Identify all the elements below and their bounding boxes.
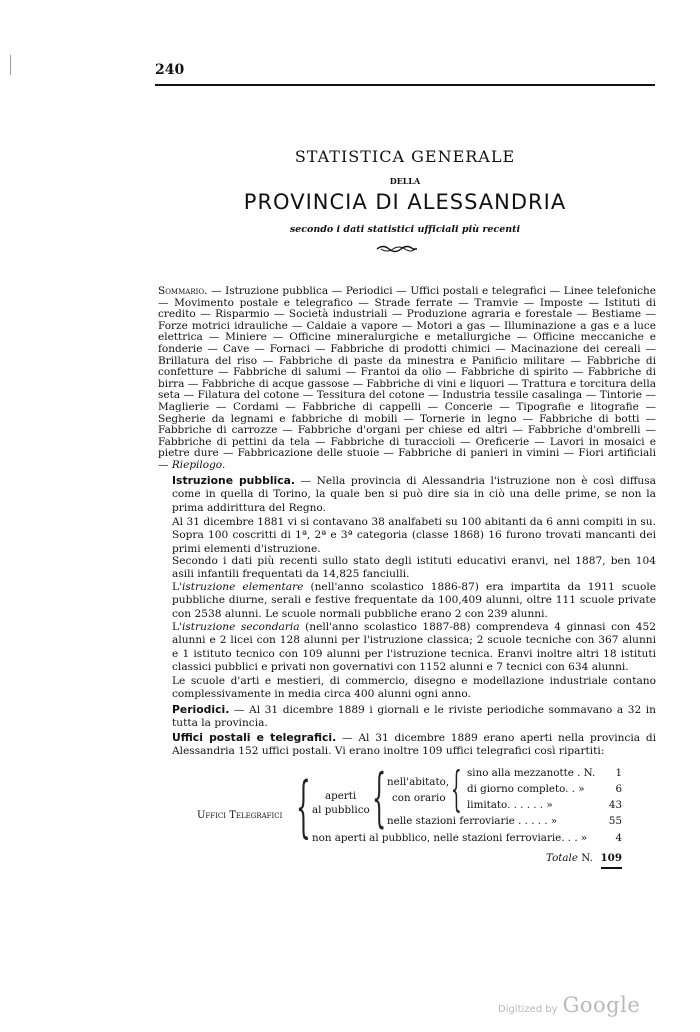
section-heading-uffici: Uffici postali e telegrafici.: [172, 731, 337, 744]
limitato-label: limitato. . . . . . »: [467, 799, 553, 811]
paragraph-lead: L': [172, 581, 182, 593]
page-number: 240: [155, 62, 185, 78]
totale-row: [546, 852, 593, 864]
totale-value: 109: [600, 852, 622, 864]
digitized-watermark: [498, 993, 640, 1017]
paragraph-elementare: [172, 581, 656, 621]
paragraph-asili: [172, 555, 656, 582]
giorno-label: di giorno completo. . »: [467, 783, 585, 795]
summary-text: — Istruzione pubblica — Periodici — Uffici postali e telegrafici — Linee telefoniche — Movimento postale e telegrafico — Strade ferrate — Tramvie — Imposte — Istituti di credito — Risparmio — Società industriali — Produzione agraria e forestale — Bestiame — Forze motrici idrauliche — Caldaie a vapore — Motori a gas — Illuminazione a gas e a luce elettrica — Miniere — Officine mineralurgiche e metallurgiche — Officine meccaniche e fonderie — Cave — Fornaci — Fabbriche di prodotti chimici — Macinazione dei cereali — Brillatura del riso — Fabbriche di paste da minestra e Panificio militare — Fabbriche di confetture — Fabbriche di salumi — Frantoi da olio — Fabbriche di spirito — Fabbriche di birra — Fabbriche di acque gassose — Fabbriche di vini e liquori — Trattura e torcitura della seta — Filatura del cotone — Tessitura del cotone — Industria tessile casalinga — Tintorie — Maglierie — Cordami — Fabbriche di cappelli — Concerie — Tipografie e litografie — Segherie da legnami e fabbriche di mobili — Tornerie in legno — Fabbriche di botti — Fabbriche di carrozze — Fabbriche d'organi per chiese ed altri — Fabbriche d'ombrelli — Fabbriche di pettini da tela — Fabbriche di turaccioli — Oreficerie — Lavori in mosaici e pietre dure — Fabbricazione delle stuoie — Fabbriche di panieri in vimini — Fiori artificiali —: [158, 285, 656, 471]
sino-label: sino alla mezzanotte . N.: [467, 767, 596, 779]
paragraph-text: — Nella provincia di Alessandria l'istruzione non è così diffusa come in quella di Torino, la quale ben si può dire sia in ciò una delle prime, se non la prima addirittura del Regno.: [172, 475, 656, 514]
google-logo: Google: [562, 993, 641, 1017]
table-row-label: Uffici Telegrafici: [197, 810, 283, 821]
section-heading-periodici: Periodici.: [172, 703, 230, 716]
paragraph-text: Secondo i dati più recenti sullo stato degli istituti educativi eranvi, nel 1887, ben 104 asili infantili frequentati da 14,825 fanciulli.: [172, 555, 656, 581]
sino-value: 1: [615, 767, 622, 779]
non-aperti-value: 4: [615, 832, 622, 844]
paragraph-emphasis: istruzione elementare: [181, 581, 304, 593]
title-line-2: DELLA: [389, 176, 421, 186]
paragraph-text: Le scuole d'arti e mestieri, di commercio, disegno e modellazione industriale contano complessivamente in media circa 400 alunni ogni anno.: [172, 675, 656, 701]
stazioni-value: 55: [608, 815, 622, 827]
paragraph-text: (nell'anno scolastico 1886-87) era impartita da 1911 scuole pubbliche diurne, serali e festive frequentate da 100,409 alunni, oltre 111 scuole private con 2538 alunni. Le scuole normali pubbliche erano 2 con 239 alunni.: [172, 581, 656, 620]
paragraph-periodici: [172, 703, 656, 731]
summary-tail: Riepilogo.: [171, 458, 226, 471]
paragraph-arti-mestieri: [172, 675, 656, 702]
totale-n: N.: [581, 852, 593, 864]
giorno-value: 6: [615, 783, 622, 795]
summary-paragraph: [158, 286, 656, 472]
digitized-label: Digitized by: [498, 1004, 558, 1015]
aperti-label: aperti: [325, 790, 357, 802]
orario-label: con orario: [392, 792, 446, 804]
non-aperti-label: non aperti al pubblico, nelle stazioni ferroviarie. . . »: [312, 832, 588, 844]
brace-inner: {: [451, 761, 462, 817]
section-heading-istruzione: Istruzione pubblica.: [172, 474, 296, 487]
margin-mark: [10, 55, 11, 75]
title-line-3: PROVINCIA DI ALESSANDRIA: [243, 190, 567, 214]
summary-lead: Sommario.: [158, 285, 208, 297]
paragraph-text: — Al 31 dicembre 1889 erano aperti nella provincia di Alessandria 152 uffici postali. Vi erano inoltre 109 uffici telegrafici così ripartiti:: [172, 732, 656, 758]
brace-outer: {: [296, 768, 311, 845]
pubblico-label: al pubblico: [312, 804, 370, 816]
paragraph-secondaria: [172, 621, 656, 675]
stazioni-label: nelle stazioni ferroviarie . . . . . »: [387, 815, 558, 827]
paragraph-analfabeti: [172, 516, 656, 556]
totale-rule: [601, 867, 622, 869]
paragraph-text: — Al 31 dicembre 1889 i giornali e le riviste periodiche sommavano a 32 in tutta la provincia.: [172, 704, 656, 730]
title-line-4: secondo i dati statistici ufficiali più recenti: [289, 224, 521, 235]
abitato-label: nell'abitato,: [387, 776, 450, 788]
paragraph-text: Al 31 dicembre 1881 vi si contavano 38 analfabeti su 100 abitanti da 6 anni compiti in su. Sopra 100 coscritti di 1ª, 2ª e 3ª categoria (classe 1868) 16 furono trovati mancanti dei primi elementi d'istruzione.: [172, 516, 656, 555]
totale-label: Totale: [546, 852, 578, 864]
paragraph-uffici: [172, 731, 656, 759]
paragraph-text: (nell'anno scolastico 1887-88) comprendeva 4 ginnasi con 452 alunni e 2 licei con 128 alunni per l'istruzione classica; 2 scuole tecniche con 367 alunni e 1 istituto tecnico con 109 alunni per l'istruzione tecnica. Eranvi inoltre altri 18 istituti classici pubblici e privati non governativi con 1152 alunni e 7 tecnici con 634 alunni.: [172, 621, 656, 674]
header-rule: [155, 84, 655, 86]
title-line-1: STATISTICA GENERALE: [294, 147, 516, 166]
paragraph-lead: L': [172, 621, 182, 633]
paragraph-emphasis: istruzione secondaria: [181, 621, 300, 633]
limitato-value: 43: [608, 799, 622, 811]
brace-middle: {: [372, 761, 387, 835]
ornament-icon: [375, 244, 419, 254]
paragraph-istruzione: [172, 474, 656, 515]
